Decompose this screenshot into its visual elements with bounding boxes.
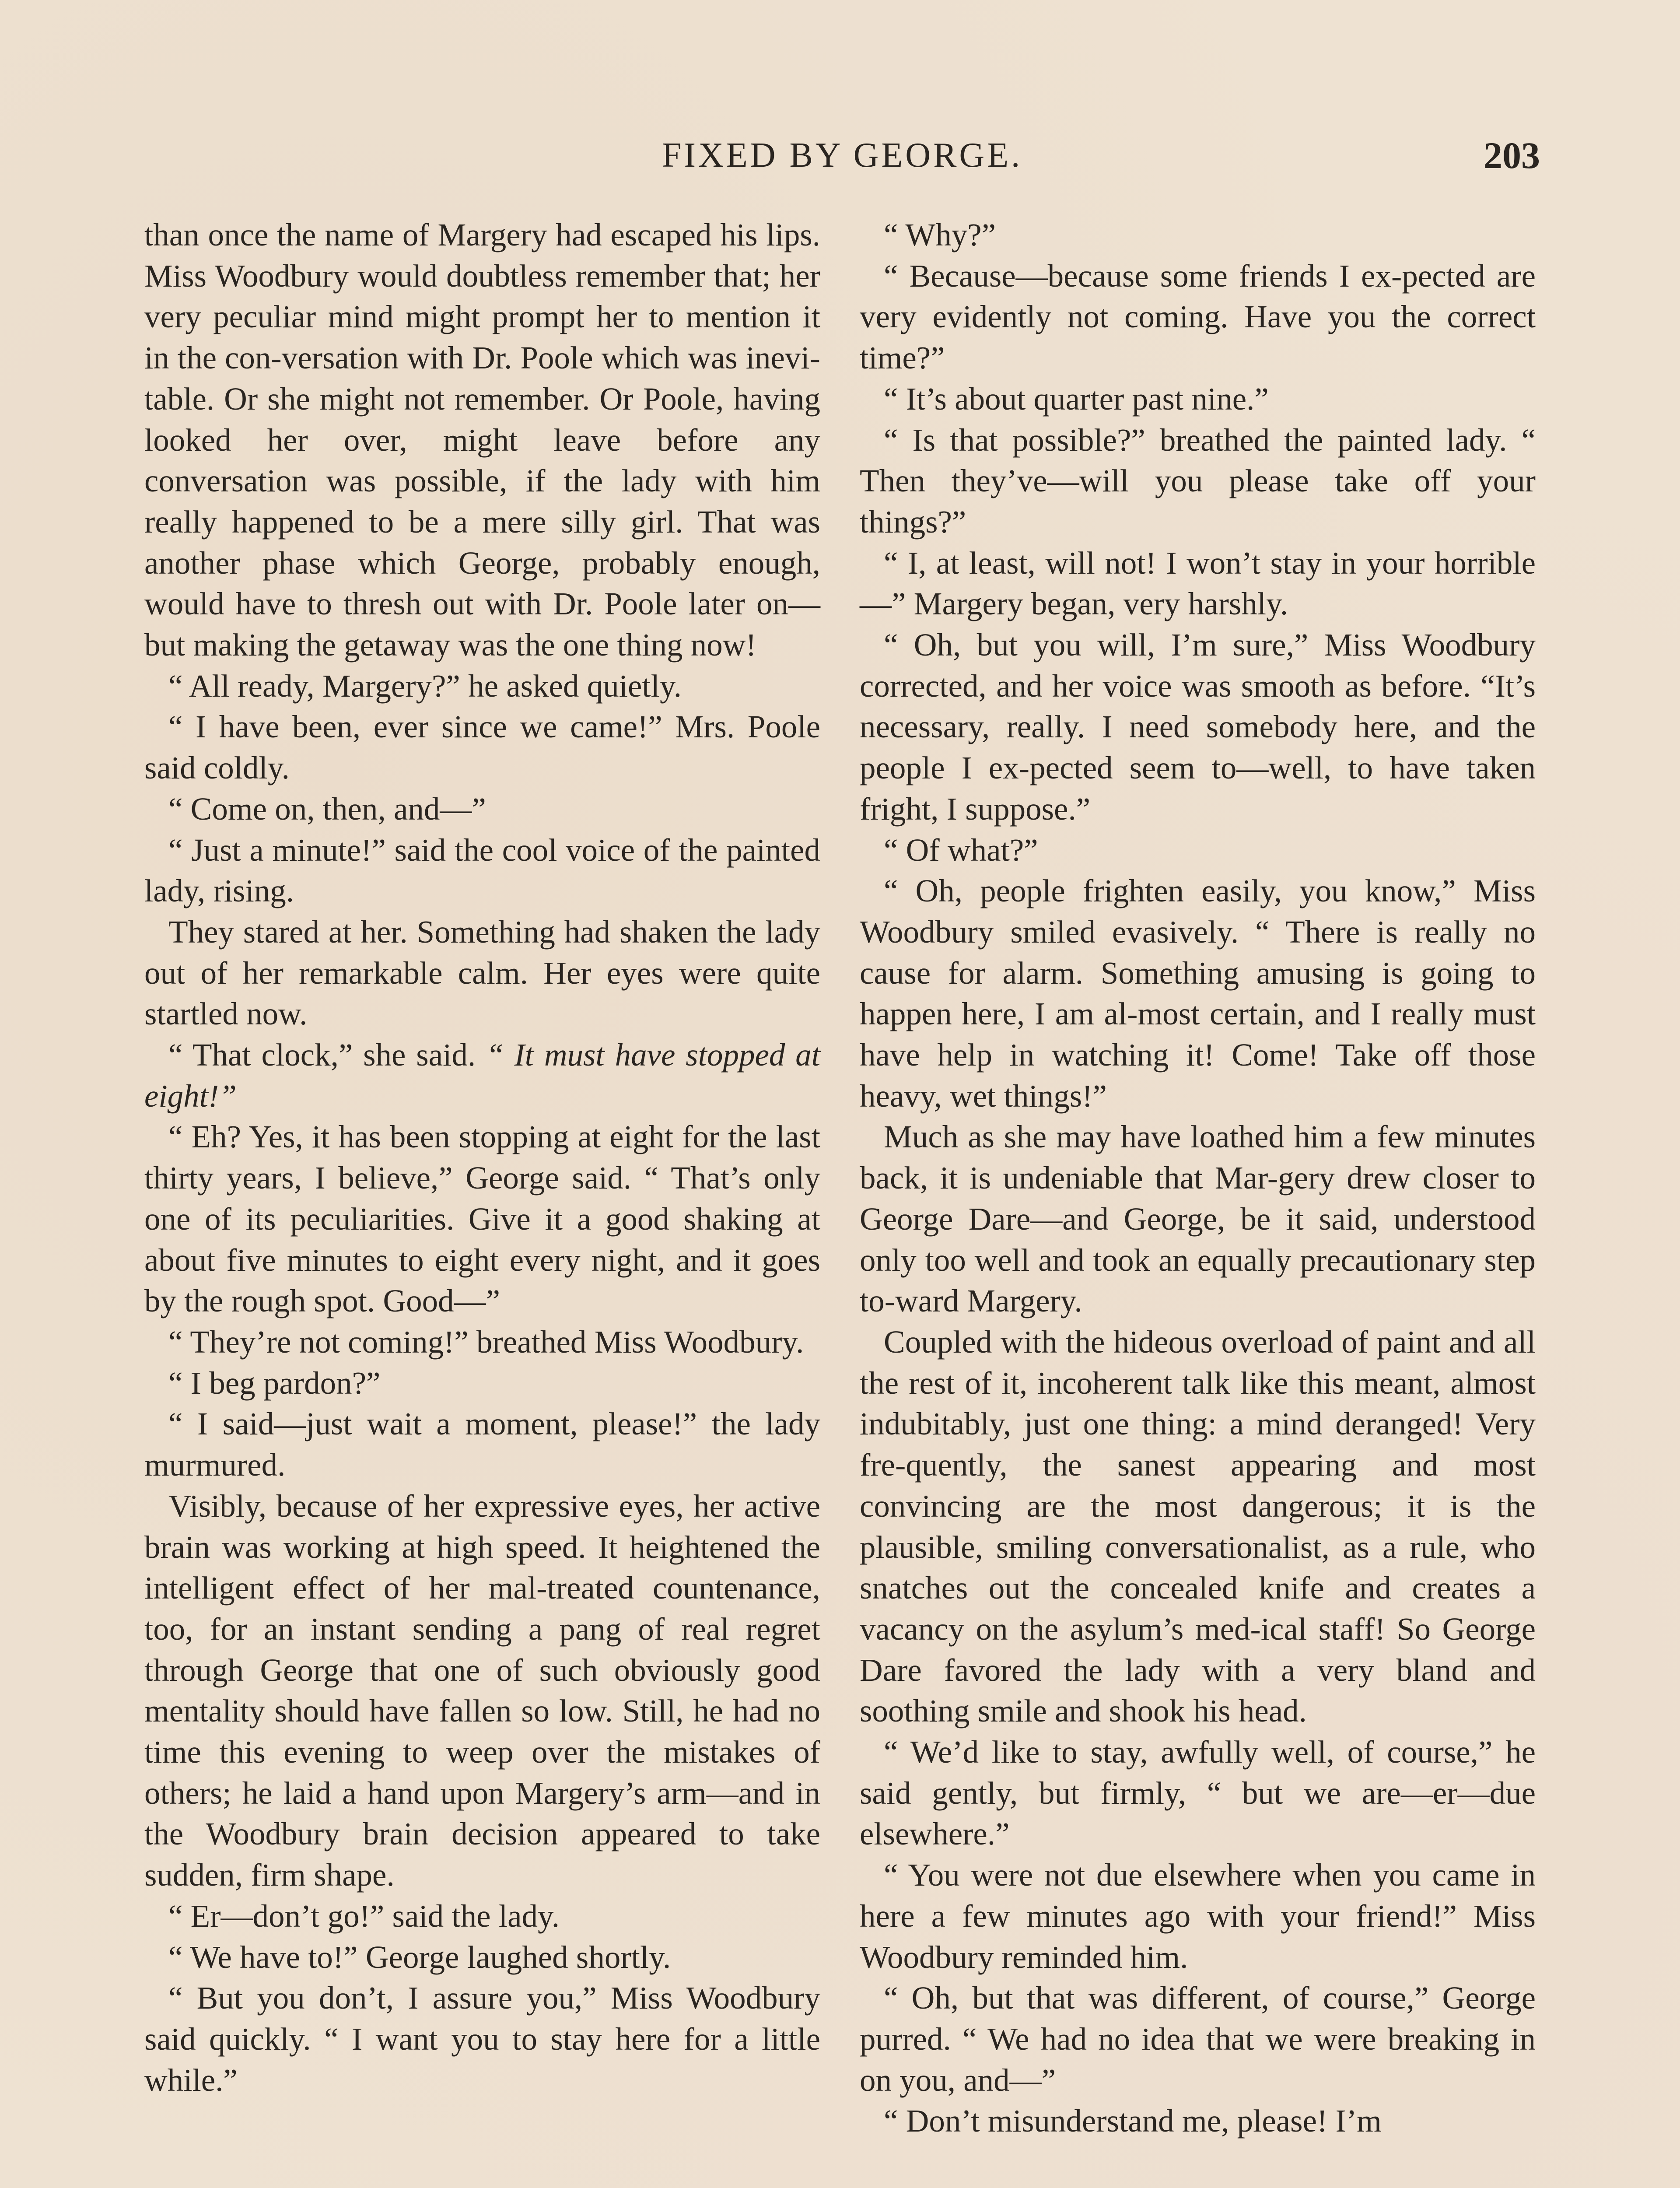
right-column [860, 214, 1536, 2188]
paragraph: “ Is that possible?” breathed the painted lady. “ Then they’ve—will you please take off your things?” [860, 422, 1536, 540]
paragraph: “ Er—don’t go!” said the lady. [168, 1898, 560, 1934]
paragraph: “ Oh, but you will, I’m sure,” Miss Woodbury corrected, and her voice was smooth as before. “It’s necessary, really. I need somebody here, and the people I ex-pected seem to—well, to have taken fright, I suppose.” [860, 627, 1536, 827]
paragraph: “ But you don’t, I assure you,” Miss Woodbury said quickly. “ I want you to stay here for a little while.” [144, 1980, 820, 2098]
paragraph: Visibly, because of her expressive eyes, her active brain was working at high speed. It heightened the intelligent effect of her mal-treated countenance, too, for an instant sending a pang of real regret through George that one of such obviously good mentality should have fallen so low. Still, he had no time this evening to weep over the mistakes of others; he laid a hand upon Margery’s arm—and in the Woodbury brain decision appeared to take sudden, firm shape. [144, 1488, 820, 1893]
paragraph: “ I, at least, will not! I won’t stay in your horrible—” Margery began, very harshly. [860, 545, 1536, 622]
paragraph: “ We have to!” George laughed shortly. [168, 1939, 671, 1975]
paragraph: “ Eh? Yes, it has been stopping at eight for the last thirty years, I believe,” George said. “ That’s only one of its peculiarities. Give it a good shaking at about five minutes to eight every night, and it goes by the rough spot. Good—” [144, 1119, 820, 1319]
paragraph: “ They’re not coming!” breathed Miss Woodbury. [168, 1324, 804, 1360]
paragraph: They stared at her. Something had shaken the lady out of her remarkable calm. Her eyes were quite startled now. [144, 914, 820, 1032]
paragraph: Coupled with the hideous overload of paint and all the rest of it, incoherent talk like this meant, almost indubitably, just one thing: a mind deranged! Very fre-quently, the sanest appearing and most convincing are the most dangerous; it is the plausible, smiling conversationalist, as a rule, who snatches out the concealed knife and creates a vacancy on the asylum’s med-ical staff! So George Dare favored the lady with a very bland and soothing smile and shook his head. [860, 1324, 1536, 1729]
paragraph: “ I have been, ever since we came!” Mrs. Poole said coldly. [144, 709, 820, 786]
page-header [144, 131, 1540, 179]
page-number: 203 [1484, 134, 1540, 176]
italic-quote: “ It must have stopped at eight!” [144, 1037, 821, 1114]
paragraph: “ Of what?” [884, 832, 1038, 868]
paragraph: “ Oh, but that was different, of course,” George purred. “ We had no idea that we were breaking in on you, and—” [860, 1980, 1536, 2098]
paragraph: “ Because—because some friends I ex-pected are very evidently not coming. Have you the correct time?” [860, 258, 1536, 376]
paragraph: “ We’d like to stay, awfully well, of course,” he said gently, but firmly, “ but we are—er—due elsewhere.” [860, 1734, 1536, 1852]
running-title: FIXED BY GEORGE. [662, 136, 1023, 175]
paragraph: Much as she may have loathed him a few minutes back, it is undeniable that Mar-gery drew closer to George Dare—and George, be it said, understood only too well and took an equally precautionary step to-ward Margery. [860, 1119, 1536, 1319]
paragraph: “ Oh, people frighten easily, you know,” Miss Woodbury smiled evasively. “ There is really no cause for alarm. Something amusing is going to happen here, I am al-most certain, and I really must have help in watching it! Come! Take off those heavy, wet things!” [860, 873, 1536, 1114]
paragraph: “ All ready, Margery?” he asked quietly. [168, 668, 682, 704]
paragraph: “ Just a minute!” said the cool voice of the painted lady, rising. [144, 832, 820, 909]
paragraph: “ It’s about quarter past nine.” [884, 381, 1269, 417]
paragraph [144, 1034, 820, 1116]
paragraph: “ Why?” [884, 217, 996, 252]
paragraph: “ Don’t misunderstand me, please! I’m [884, 2103, 1382, 2139]
paragraph: “ I said—just wait a moment, please!” the lady murmured. [144, 1406, 820, 1483]
paragraph-text: “ That clock,” she said. [168, 1037, 476, 1073]
paragraph: “ Come on, then, and—” [168, 791, 486, 827]
paragraph: “ I beg pardon?” [168, 1365, 381, 1401]
paragraph: “ You were not due elsewhere when you came in here a few minutes ago with your friend!” Miss Woodbury reminded him. [860, 1857, 1536, 1975]
paragraph: than once the name of Margery had escaped his lips. Miss Woodbury would doubtless remember that; her very peculiar mind might prompt her to mention it in the con-versation with Dr. Poole which was inevi-table. Or she might not remember. Or Poole, having looked her over, might leave before any conversation was possible, if the lady with him really happened to be a mere silly girl. That was another phase which George, probably enough, would have to thresh out with Dr. Poole later on—but making the getaway was the one thing now! [144, 217, 820, 663]
left-column [144, 214, 820, 2188]
